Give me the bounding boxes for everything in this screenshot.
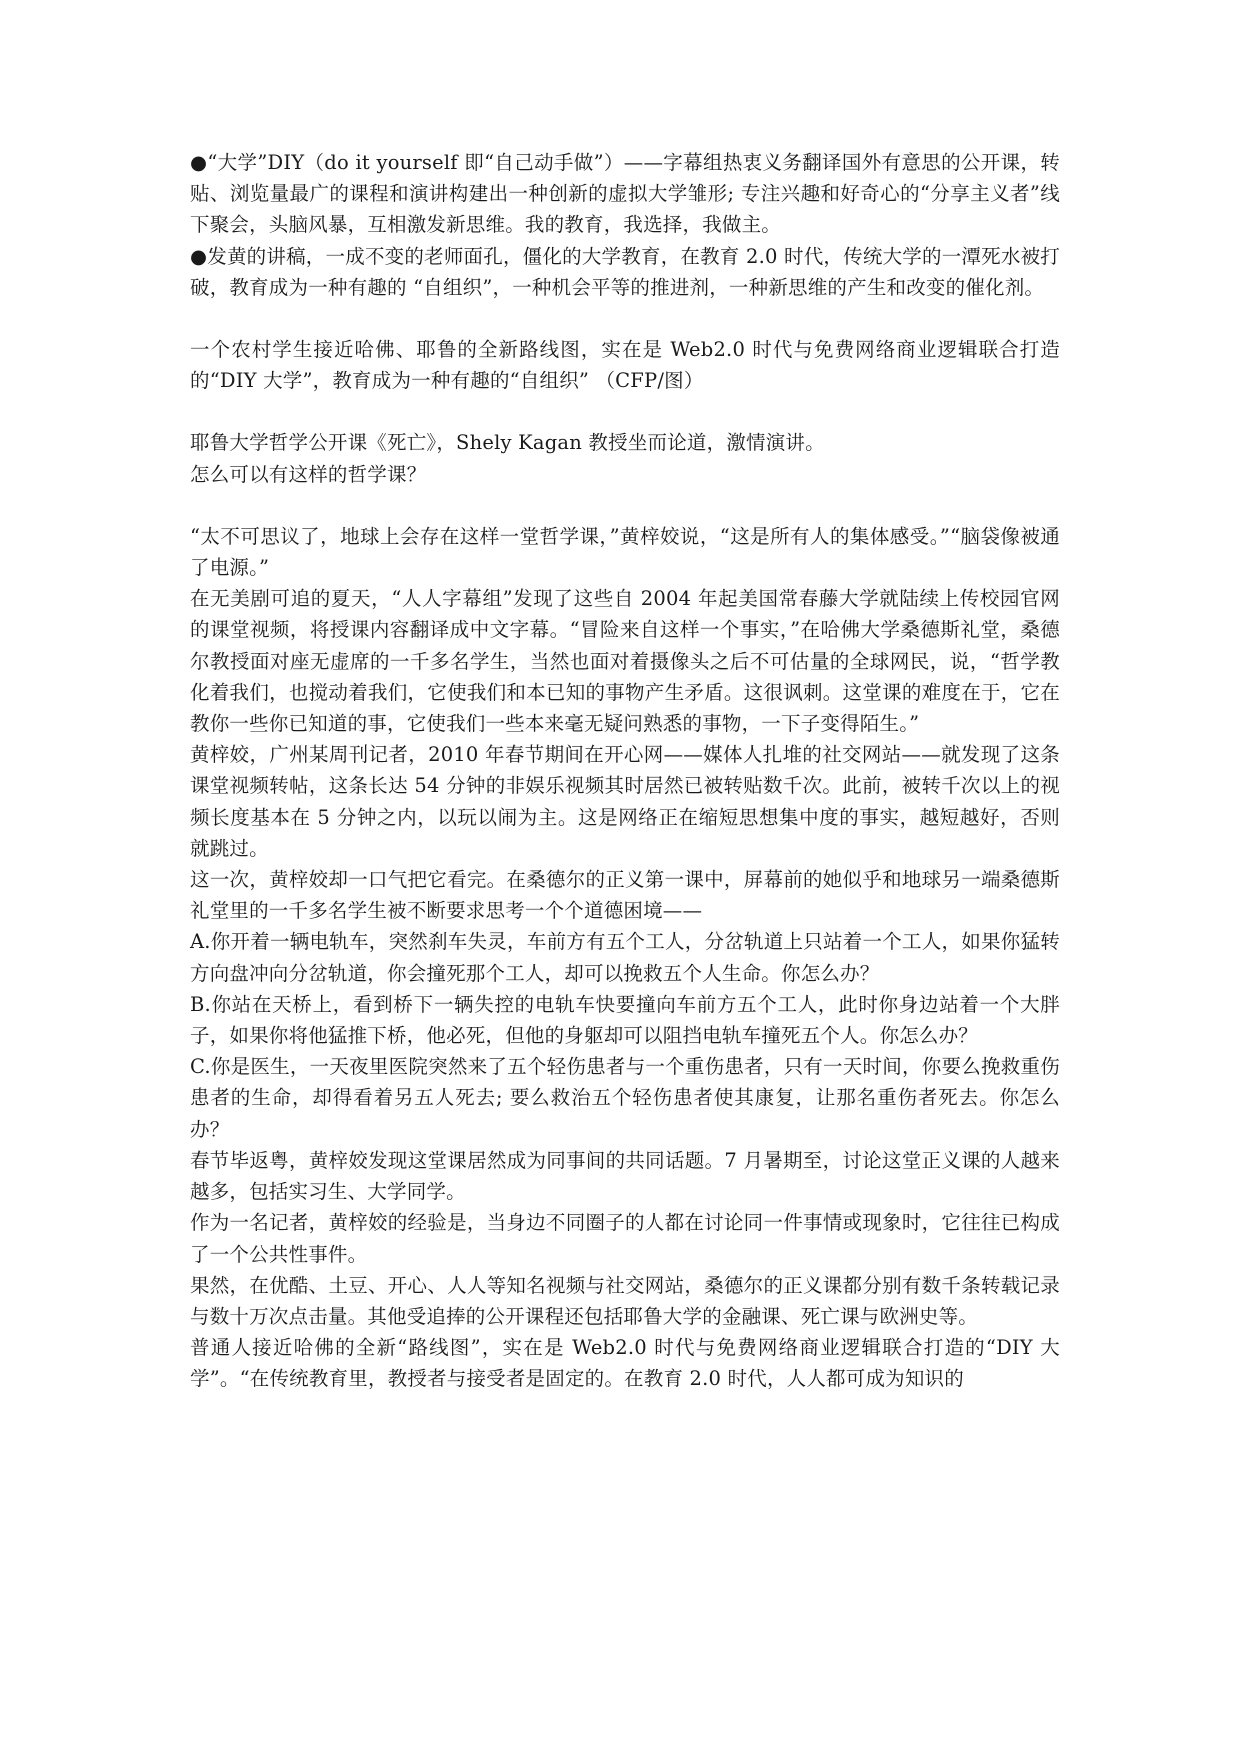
paragraph-diy-intro: ●“大学”DIY（do it yourself 即“自己动手做”）——字幕组热衷义务翻译国外有意思的公开课，转贴、浏览量最广的课程和演讲构建出一种创新的虚拟大学雏形; 专注兴趣和好奇心的“分享主义者”线下聚会，头脑风暴，互相激发新思维。我的教育，我选择，我做主。 <box>190 151 1060 237</box>
paragraph-public-event: 作为一名记者，黄梓姣的经验是，当身边不同圈子的人都在讨论同一件事情或现象时，它往往已构成了一个公共性事件。 <box>190 1211 1060 1266</box>
paragraph-dilemma-b: B.你站在天桥上，看到桥下一辆失控的电轨车快要撞向车前方五个工人，此时你身边站着一个大胖子，如果你将他猛推下桥，他必死，但他的身躯却可以阻挡电轨车撞死五个人。你怎么办？ <box>190 992 1060 1048</box>
paragraph-spacer <box>190 303 1060 334</box>
paragraph-spacer <box>190 490 1060 521</box>
paragraph-video-sites: 果然，在优酷、土豆、开心、人人等知名视频与社交网站，桑德尔的正义课都分别有数千条转载记录与数十万次点击量。其他受追捧的公开课程还包括耶鲁大学的金融课、死亡课与欧洲史等。 <box>190 1273 1060 1328</box>
paragraph-education-2-0: ●发黄的讲稿，一成不变的老师面孔，僵化的大学教育，在教育 2.0 时代，传统大学的一潭死水被打破，教育成为一种有趣的 “自组织”，一种机会平等的推进剂，一种新思维的产生和改变的催化剂。 <box>190 244 1060 299</box>
paragraph-subtitle-group: 在无美剧可追的夏天，“人人字幕组”发现了这些自 2004 年起美国常春藤大学就陆续上传校园官网的课堂视频，将授课内容翻译成中文字幕。“冒险来自这样一个事实，”在哈佛大学桑德斯礼堂，桑德尔教授面对座无虚席的一千多名学生，当然也面对着摄像头之后不可估量的全球网民，说，“哲学教化着我们，也搅动着我们，它使我们和本已知的事物产生矛盾。这很讽刺。这堂课的难度在于，它在教你一些你已知道的事，它使我们一些本来毫无疑问熟悉的事物，一下子变得陌生。” <box>190 587 1060 736</box>
paragraph-quote: “太不可思议了，地球上会存在这样一堂哲学课，”黄梓姣说，“这是所有人的集体感受。”“脑袋像被通了电源。” <box>190 524 1060 580</box>
image-caption: 一个农村学生接近哈佛、耶鲁的全新路线图，实在是 Web2.0 时代与免费网络商业逻辑联合打造的“DIY 大学”，教育成为一种有趣的“自组织” （CFP/图） <box>190 338 1060 393</box>
paragraph-this-time: 这一次，黄梓姣却一口气把它看完。在桑德尔的正义第一课中，屏幕前的她似乎和地球另一端桑德斯礼堂里的一千多名学生被不断要求思考一个个道德困境—— <box>190 868 1060 923</box>
paragraph-diy-university: 普通人接近哈佛的全新“路线图”，实在是 Web2.0 时代与免费网络商业逻辑联合打造的“DIY 大学”。“在传统教育里，教授者与接受者是固定的。在教育 2.0 时代，人人都可成为知识的 <box>190 1336 1060 1391</box>
paragraph-yale-course: 耶鲁大学哲学公开课《死亡》，Shely Kagan 教授坐而论道，激情演讲。 <box>190 431 825 455</box>
document-body <box>190 147 1060 1395</box>
paragraph-spring-festival: 春节毕返粤，黄梓姣发现这堂课居然成为同事间的共同话题。7 月暑期至，讨论这堂正义课的人越来越多，包括实习生、大学同学。 <box>190 1148 1060 1204</box>
paragraph-reporter: 黄梓姣，广州某周刊记者，2010 年春节期间在开心网——媒体人扎堆的社交网站——就发现了这条课堂视频转帖，这条长达 54 分钟的非娱乐视频其时居然已被转贴数千次。此前，被转千次以上的视频长度基本在 5 分钟之内，以玩以闹为主。这是网络正在缩短思想集中度的事实，越短越好，否则就跳过。 <box>190 743 1060 860</box>
paragraph-spacer <box>190 396 1060 427</box>
paragraph-dilemma-a: A.你开着一辆电轨车，突然刹车失灵，车前方有五个工人，分岔轨道上只站着一个工人，如果你猛转方向盘冲向分岔轨道，你会撞死那个工人，却可以挽救五个人生命。你怎么办？ <box>190 930 1060 985</box>
paragraph-question: 怎么可以有这样的哲学课？ <box>190 462 427 486</box>
paragraph-dilemma-c: C.你是医生，一天夜里医院突然来了五个轻伤患者与一个重伤患者，只有一天时间，你要么挽救重伤患者的生命，却得看着另五人死去; 要么救治五个轻伤患者使其康复，让那名重伤者死去。你怎么办？ <box>190 1055 1060 1141</box>
